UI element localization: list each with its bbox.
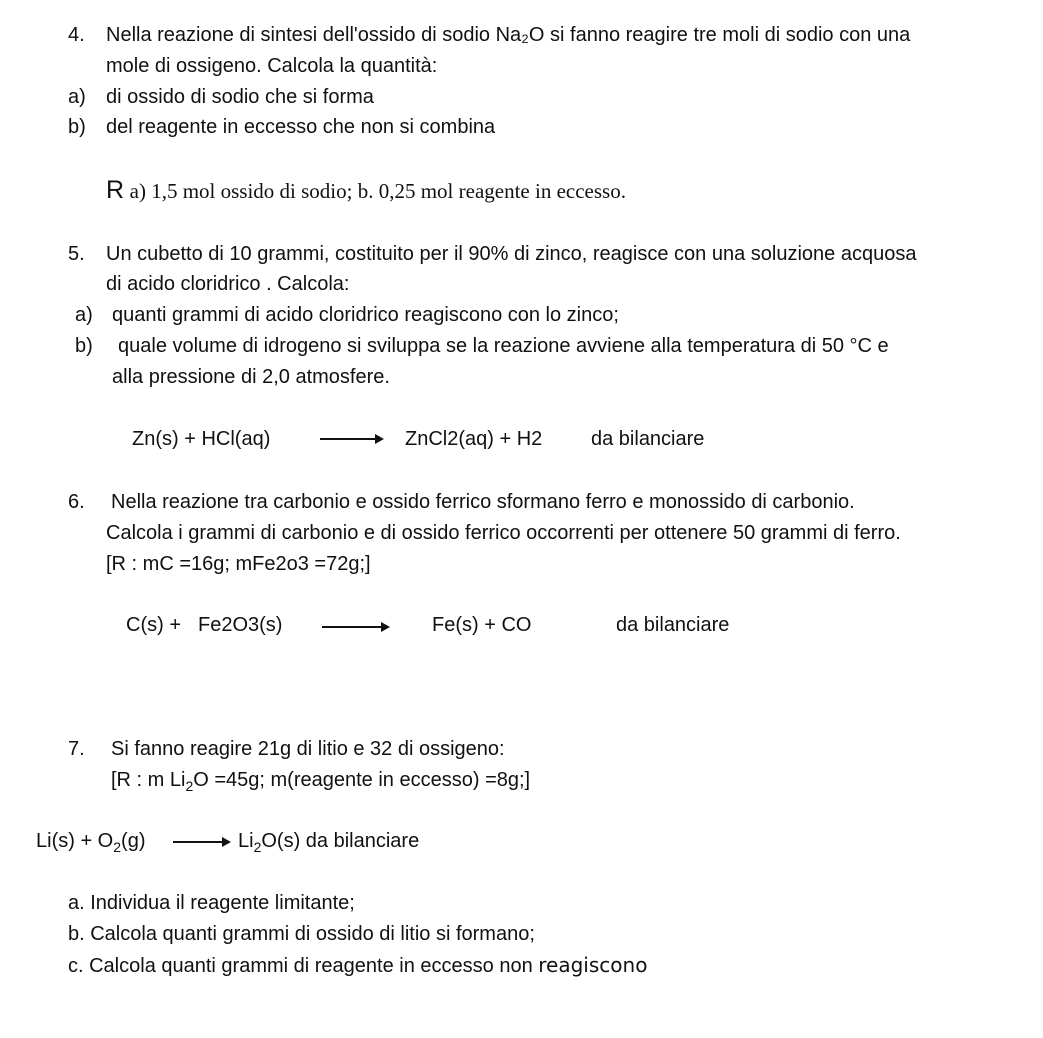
q7-answer [111,767,530,793]
q5-a-text: quanti grammi di acido cloridrico reagiscono con lo zinco; [112,304,619,326]
q5-number: 5. [68,243,85,265]
q7-item-c-pre: c. Calcola quanti grammi di reagente in eccesso non [68,955,539,977]
q7-eq-left-sub: 2 [113,839,122,855]
q7-eq-right-sub: 2 [253,839,262,855]
q7-equation-right [238,828,419,854]
q4-number: 4. [68,24,85,46]
q5-arrow-icon [320,438,382,440]
q5-equation-note: da bilanciare [591,428,705,450]
q6-equation-note: da bilanciare [616,614,730,636]
q7-answer-sub: 2 [185,778,194,794]
q6-equation-left-c: C(s) + [126,614,181,636]
q5-text-line1: Un cubetto di 10 grammi, costituito per il 90% di zinco, reagisce con una soluzione acquosa [106,243,917,265]
q4-answer-r: R [106,176,125,204]
q4-answer-text: a) 1,5 mol ossido di sodio; b. 0,25 mol reagente in eccesso. [129,179,626,203]
q7-text-line1: Si fanno reagire 21g di litio e 32 di ossigeno: [111,738,505,760]
q4-a-label: a) [68,86,86,108]
q7-eq-left-post: (g) [121,830,146,852]
q4-answer [106,177,626,205]
q7-answer-post: O =45g; m(reagente in eccesso) =8g;] [193,769,531,791]
q6-text-line2: Calcola i grammi di carbonio e di ossido ferrico occorrenti per ottenere 50 grammi di ferro. [106,522,901,544]
q7-item-a: a. Individua il reagente limitante; [68,892,355,914]
q7-item-b: b. Calcola quanti grammi di ossido di litio si formano; [68,923,535,945]
q7-eq-left-pre: Li(s) + O [36,830,114,852]
q4-b-text: del reagente in eccesso che non si combina [106,116,496,138]
q7-item-c [68,952,647,979]
q5-equation-left: Zn(s) + HCl(aq) [132,428,271,450]
q7-item-c-post: reagiscono [538,953,648,977]
q7-eq-right-pre: Li [238,830,254,852]
q7-equation-left [36,828,146,854]
q7-answer-pre: [R : m Li [111,769,186,791]
q5-text-line2: di acido cloridrico . Calcola: [106,273,350,295]
q6-number: 6. [68,491,85,513]
q7-number: 7. [68,738,85,760]
q4-b-label: b) [68,116,86,138]
q6-answer: [R : mC =16g; mFe2o3 =72g;] [106,553,371,575]
q7-eq-right-post: O(s) da bilanciare [261,830,420,852]
q4-text-line2: mole di ossigeno. Calcola la quantità: [106,55,438,77]
q5-a-label: a) [75,304,93,326]
q5-b-text-line2: alla pressione di 2,0 atmosfere. [112,366,390,388]
q5-b-text: quale volume di idrogeno si sviluppa se la reazione avviene alla temperatura di 50 °C e [118,335,889,357]
q4-a-text: di ossido di sodio che si forma [106,86,374,108]
q6-arrow-icon [322,626,388,628]
q7-arrow-icon [173,841,229,843]
q6-equation-right: Fe(s) + CO [432,614,532,636]
q4-text-line1: Nella reazione di sintesi dell'ossido di sodio Na₂O si fanno reagire tre moli di sodio con una [106,24,911,46]
q5-equation-right: ZnCl2(aq) + H2 [405,428,543,450]
q6-text-line1: Nella reazione tra carbonio e ossido ferrico sformano ferro e monossido di carbonio. [111,491,855,513]
q5-b-label: b) [75,335,93,357]
q6-equation-left-fe2o3: Fe2O3(s) [198,614,283,636]
